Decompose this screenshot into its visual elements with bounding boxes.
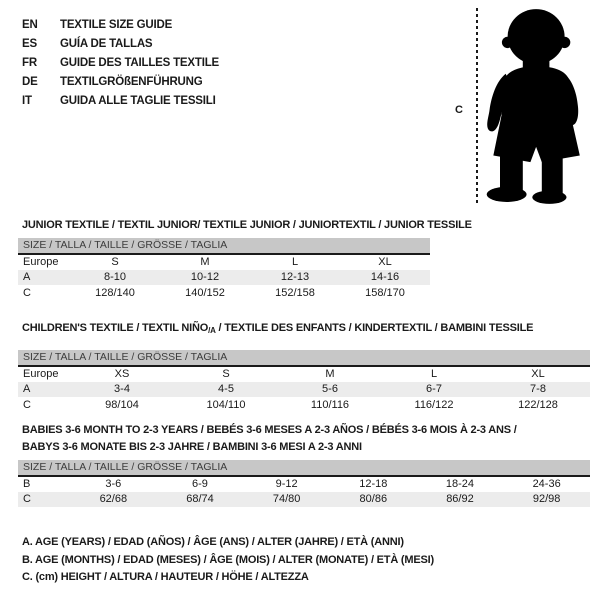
table-cell: 74/80	[272, 493, 301, 506]
table-cell: 68/74	[186, 493, 214, 506]
note-age-years: A. AGE (YEARS) / EDAD (AÑOS) / ÂGE (ANS) / ALTER (JAHRE) / ETÀ (ANNI)	[22, 536, 404, 548]
table-cell: 8-10	[103, 271, 127, 284]
row-label: Europe	[23, 256, 59, 269]
table-cell: 92/98	[532, 493, 561, 506]
table-cell: 98/104	[105, 398, 139, 411]
table-cell: L	[430, 368, 438, 381]
table-cell: XL	[531, 368, 545, 381]
table-cell: 12-18	[359, 478, 388, 491]
language-code: ES	[22, 37, 37, 50]
children-title-pre: CHILDREN'S TEXTILE / TEXTIL NIÑO	[22, 322, 209, 334]
children-size-table	[18, 365, 590, 413]
children-title-subscript: /A	[208, 326, 216, 335]
language-title: TEXTILGRÖßENFÜHRUNG	[60, 75, 203, 88]
language-row-en	[22, 15, 219, 34]
row-label: Europe	[23, 368, 59, 381]
table-cell: 152/158	[275, 286, 315, 299]
table-cell: 122/128	[518, 398, 558, 411]
row-label: A	[23, 271, 31, 284]
table-cell: 5-6	[322, 383, 338, 396]
language-title-list	[22, 15, 219, 110]
table-cell: XL	[378, 256, 392, 269]
table-row	[18, 366, 590, 382]
table-cell: 24-36	[532, 478, 561, 491]
language-title: GUIDA ALLE TAGLIE TESSILI	[60, 94, 216, 107]
table-row	[18, 492, 590, 508]
children-title-post: / TEXTILE DES ENFANTS / KINDERTEXTIL / BAMBINI TESSILE	[215, 322, 534, 334]
junior-size-table	[18, 253, 430, 301]
table-cell: 14-16	[370, 271, 400, 284]
table-cell: 4-5	[218, 383, 234, 396]
table-cell: 86/92	[446, 493, 474, 506]
table-cell: 128/140	[95, 286, 135, 299]
junior-section-title: JUNIOR TEXTILE / TEXTIL JUNIOR/ TEXTILE JUNIOR / JUNIORTEXTIL / JUNIOR TESSILE	[22, 219, 472, 231]
height-measure-label: C	[455, 104, 463, 116]
table-row	[18, 397, 590, 413]
babies-title-line2: BABYS 3-6 MONATE BIS 2-3 JAHRE / BAMBINI 3-6 MESI A 2-3 ANNI	[22, 441, 362, 453]
table-cell: 158/170	[365, 286, 405, 299]
table-cell: XS	[114, 368, 130, 381]
language-code: FR	[22, 56, 37, 69]
language-row-de	[22, 72, 219, 91]
note-age-months: B. AGE (MONTHS) / EDAD (MESES) / ÂGE (MOIS) / ALTER (MONATE) / ETÀ (MESI)	[22, 553, 434, 566]
table-row	[18, 382, 590, 398]
table-cell: 140/152	[185, 286, 225, 299]
language-title: TEXTILE SIZE GUIDE	[60, 18, 173, 31]
table-cell: 12-13	[280, 271, 310, 284]
language-code: IT	[22, 94, 32, 107]
language-code: DE	[22, 75, 38, 88]
babies-size-bar: SIZE / TALLA / TAILLE / GRÖSSE / TAGLIA	[18, 460, 590, 475]
language-row-fr	[22, 53, 219, 72]
table-cell: 104/110	[206, 398, 246, 411]
row-label: C	[23, 398, 31, 411]
children-section-title	[22, 322, 533, 335]
children-size-bar: SIZE / TALLA / TAILLE / GRÖSSE / TAGLIA	[18, 350, 590, 365]
row-label: C	[23, 493, 31, 506]
height-measure-dotted-line	[476, 8, 478, 206]
table-cell: 116/122	[414, 398, 454, 411]
table-cell: 3-6	[105, 478, 122, 491]
language-row-it	[22, 91, 219, 110]
table-cell: 6-7	[426, 383, 442, 396]
table-cell: 110/116	[310, 398, 350, 411]
table-cell: 9-12	[275, 478, 298, 491]
table-cell: 10-12	[190, 271, 220, 284]
row-label: A	[23, 383, 31, 396]
table-cell: S	[222, 368, 230, 381]
table-cell: L	[291, 256, 299, 269]
table-row	[18, 270, 430, 286]
babies-size-table	[18, 475, 590, 507]
language-row-es	[22, 34, 219, 53]
baby-silhouette-image	[481, 4, 595, 210]
row-label: C	[23, 286, 31, 299]
table-cell: 62/68	[99, 493, 128, 506]
babies-title-line1: BABIES 3-6 MONTH TO 2-3 YEARS / BEBÉS 3-6 MESES A 2-3 AÑOS / BÉBÉS 3-6 MOIS À 2-3 ANS /	[22, 424, 517, 436]
table-row	[18, 254, 430, 270]
language-title: GUIDE DES TAILLES TEXTILE	[60, 56, 219, 69]
table-cell: 7-8	[530, 383, 546, 396]
table-cell: 6-9	[192, 478, 208, 491]
table-row	[18, 285, 430, 301]
language-code: EN	[22, 18, 38, 31]
legend-notes	[22, 534, 434, 587]
table-cell: M	[325, 368, 335, 381]
table-cell: 3-4	[114, 383, 130, 396]
table-cell: M	[200, 256, 210, 269]
table-row	[18, 476, 590, 492]
junior-size-bar: SIZE / TALLA / TAILLE / GRÖSSE / TAGLIA	[18, 238, 430, 253]
babies-section-title	[22, 422, 582, 456]
table-cell: 80/86	[359, 493, 388, 506]
table-cell: 18-24	[445, 478, 475, 491]
note-height-cm: C. (cm) HEIGHT / ALTURA / HAUTEUR / HÖHE / ALTEZZA	[22, 571, 309, 583]
table-cell: S	[111, 256, 119, 269]
language-title: GUÍA DE TALLAS	[60, 37, 153, 50]
row-label: B	[23, 478, 31, 491]
